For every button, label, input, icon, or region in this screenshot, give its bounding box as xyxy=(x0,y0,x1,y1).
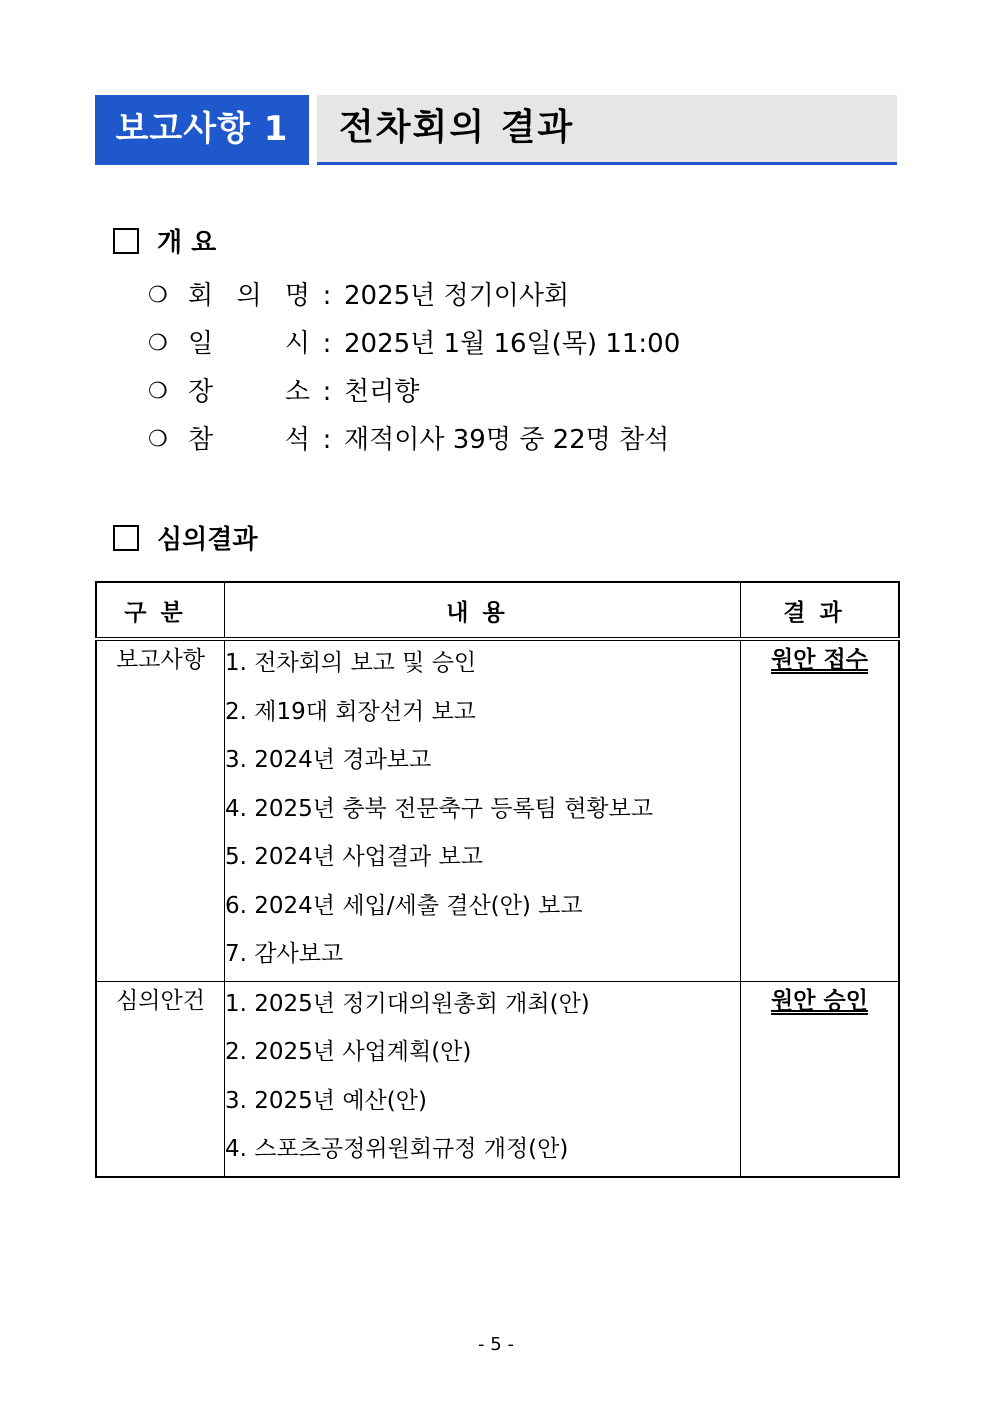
label-char: 장 xyxy=(188,377,214,407)
overview-value: 재적이사 39명 중 22명 참석 xyxy=(344,425,670,455)
overview-label xyxy=(188,326,310,374)
overview-label xyxy=(188,374,310,422)
label-char: 명 xyxy=(284,281,310,311)
colon: : xyxy=(322,377,332,407)
label-char: 일 xyxy=(188,329,214,359)
list-item: 4. 2025년 충북 전문축구 등록팀 현황보고 xyxy=(225,795,654,822)
list-item: 6. 2024년 세입/세출 결산(안) 보고 xyxy=(225,892,583,919)
label-char: 참 xyxy=(188,425,214,455)
deliberation-heading-text: 심의결과 xyxy=(157,525,258,555)
list-item: 4. 스포츠공정위원회규정 개정(안) xyxy=(225,1136,569,1162)
colon: : xyxy=(322,281,332,311)
overview-row-place xyxy=(148,374,848,422)
bullet-icon: ❍ xyxy=(148,283,168,308)
column-header-category: 구분 xyxy=(96,582,225,639)
table-row xyxy=(96,981,899,1177)
deliberation-heading xyxy=(113,525,257,555)
column-header-content: 내용 xyxy=(225,582,741,639)
list-item: 3. 2024년 경과보고 xyxy=(225,747,432,773)
section-number: 보고사항 1 xyxy=(95,95,309,165)
list-item: 2. 2025년 사업계획(안) xyxy=(225,1039,472,1065)
label-char: 소 xyxy=(284,377,310,407)
result-cell xyxy=(741,639,900,981)
overview-value: 2025년 정기이사회 xyxy=(344,281,570,311)
result-text: 원안 승인 xyxy=(771,987,868,1014)
colon: : xyxy=(322,329,332,359)
list-item: 1. 전차회의 보고 및 승인 xyxy=(225,650,477,676)
list-item: 1. 2025년 정기대의원총회 개최(안) xyxy=(225,990,590,1017)
table-row xyxy=(96,639,899,981)
checkbox-icon xyxy=(113,525,139,551)
overview-value: 천리향 xyxy=(344,377,420,407)
section-header xyxy=(95,95,897,165)
overview-row-meeting xyxy=(148,278,848,326)
page-title: 전차회의 결과 xyxy=(317,95,897,165)
label-char: 석 xyxy=(284,425,310,455)
result-cell xyxy=(741,981,900,1177)
category-cell: 심의안건 xyxy=(96,981,225,1177)
overview-value: 2025년 1월 16일(목) 11:00 xyxy=(344,329,681,359)
list-item: 5. 2024년 사업결과 보고 xyxy=(225,844,483,870)
content-cell xyxy=(225,639,741,981)
results-table xyxy=(95,581,900,1178)
bullet-icon: ❍ xyxy=(148,379,168,404)
category-cell: 보고사항 xyxy=(96,639,225,981)
list-item: 3. 2025년 예산(안) xyxy=(225,1087,427,1114)
label-char: 의 xyxy=(236,281,262,311)
list-item: 2. 제19대 회장선거 보고 xyxy=(225,698,476,725)
label-char: 시 xyxy=(284,329,310,359)
bullet-icon: ❍ xyxy=(148,427,168,452)
overview-label xyxy=(188,422,310,470)
overview-heading-text: 개 요 xyxy=(157,228,217,258)
overview-row-attendance xyxy=(148,422,848,470)
checkbox-icon xyxy=(113,228,139,254)
table-header-row xyxy=(96,582,899,639)
overview-label xyxy=(188,278,310,326)
result-text: 원안 접수 xyxy=(771,647,868,673)
page-number: - 5 - xyxy=(478,1334,514,1355)
colon: : xyxy=(322,425,332,455)
overview-heading xyxy=(113,228,216,258)
list-item: 7. 감사보고 xyxy=(225,941,344,967)
overview-row-datetime xyxy=(148,326,848,374)
overview-list xyxy=(148,278,848,470)
label-char: 회 xyxy=(188,281,214,311)
column-header-result: 결과 xyxy=(741,582,900,639)
content-cell xyxy=(225,981,741,1177)
bullet-icon: ❍ xyxy=(148,331,168,356)
header-gap xyxy=(309,95,317,165)
